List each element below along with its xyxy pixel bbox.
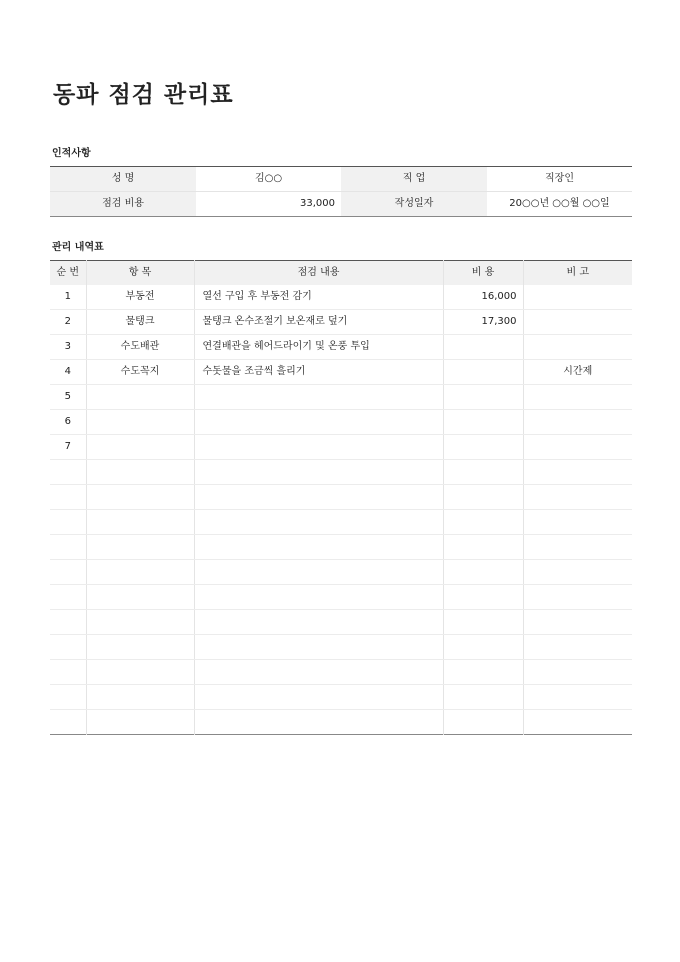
info-row bbox=[50, 192, 632, 217]
row-note bbox=[523, 685, 632, 710]
row-cost bbox=[443, 660, 523, 685]
row-cost bbox=[443, 360, 523, 385]
row-number: 3 bbox=[50, 335, 86, 360]
table-row bbox=[50, 460, 632, 485]
row-number bbox=[50, 710, 86, 735]
row-note bbox=[523, 460, 632, 485]
row-cost bbox=[443, 610, 523, 635]
row-note bbox=[523, 660, 632, 685]
table-row bbox=[50, 610, 632, 635]
row-item bbox=[86, 610, 194, 635]
row-note bbox=[523, 310, 632, 335]
detail-table bbox=[50, 260, 632, 735]
row-cost bbox=[443, 635, 523, 660]
row-number bbox=[50, 485, 86, 510]
date-label: 작성일자 bbox=[341, 192, 487, 217]
row-number bbox=[50, 585, 86, 610]
row-cost bbox=[443, 510, 523, 535]
row-note: 시간제 bbox=[523, 360, 632, 385]
row-content bbox=[194, 710, 443, 735]
table-row bbox=[50, 585, 632, 610]
row-number bbox=[50, 660, 86, 685]
row-note bbox=[523, 510, 632, 535]
name-value: 김○○ bbox=[196, 167, 341, 192]
row-item bbox=[86, 485, 194, 510]
row-cost bbox=[443, 410, 523, 435]
row-note bbox=[523, 710, 632, 735]
table-row bbox=[50, 285, 632, 310]
row-number: 4 bbox=[50, 360, 86, 385]
cost-value: 33,000 bbox=[300, 198, 335, 209]
row-content bbox=[194, 385, 443, 410]
row-item: 물탱크 bbox=[86, 310, 194, 335]
row-content: 열선 구입 후 부동전 감기 bbox=[194, 285, 443, 310]
row-cost bbox=[443, 560, 523, 585]
row-number bbox=[50, 535, 86, 560]
row-note bbox=[523, 435, 632, 460]
row-cost bbox=[443, 435, 523, 460]
row-note bbox=[523, 635, 632, 660]
row-item bbox=[86, 710, 194, 735]
row-cost bbox=[443, 460, 523, 485]
cost-label: 점검 비용 bbox=[50, 192, 196, 217]
detail-header-row bbox=[50, 261, 632, 286]
table-row bbox=[50, 710, 632, 735]
row-item bbox=[86, 660, 194, 685]
table-row bbox=[50, 335, 632, 360]
row-note bbox=[523, 385, 632, 410]
table-row bbox=[50, 360, 632, 385]
table-row bbox=[50, 435, 632, 460]
row-number: 7 bbox=[50, 435, 86, 460]
row-cost bbox=[443, 535, 523, 560]
table-row bbox=[50, 660, 632, 685]
row-item bbox=[86, 510, 194, 535]
header-note: 비 고 bbox=[523, 261, 632, 286]
table-row bbox=[50, 485, 632, 510]
row-item: 부동전 bbox=[86, 285, 194, 310]
date-value: 20○○년 ○○월 ○○일 bbox=[509, 198, 610, 209]
row-cost bbox=[443, 685, 523, 710]
row-number bbox=[50, 685, 86, 710]
job-value: 직장인 bbox=[487, 167, 632, 192]
personal-section-label: 인적사항 bbox=[52, 148, 91, 159]
header-cost: 비 용 bbox=[443, 261, 523, 286]
row-item bbox=[86, 560, 194, 585]
row-content bbox=[194, 660, 443, 685]
row-number bbox=[50, 560, 86, 585]
name-label: 성 명 bbox=[50, 167, 196, 192]
row-content bbox=[194, 410, 443, 435]
row-cost bbox=[443, 335, 523, 360]
header-no: 순 번 bbox=[50, 261, 86, 286]
detail-section-label: 관리 내역표 bbox=[52, 242, 104, 253]
row-item bbox=[86, 460, 194, 485]
row-note bbox=[523, 560, 632, 585]
row-number: 1 bbox=[50, 285, 86, 310]
personal-info-table bbox=[50, 166, 632, 217]
row-cost bbox=[443, 710, 523, 735]
row-item: 수도꼭지 bbox=[86, 360, 194, 385]
row-item bbox=[86, 435, 194, 460]
table-row bbox=[50, 385, 632, 410]
row-content bbox=[194, 585, 443, 610]
row-cost: 16,000 bbox=[443, 285, 523, 310]
row-item bbox=[86, 535, 194, 560]
header-content: 점검 내용 bbox=[194, 261, 443, 286]
table-row bbox=[50, 685, 632, 710]
row-number: 5 bbox=[50, 385, 86, 410]
row-content bbox=[194, 435, 443, 460]
row-content bbox=[194, 460, 443, 485]
row-note bbox=[523, 585, 632, 610]
row-content bbox=[194, 510, 443, 535]
row-content bbox=[194, 485, 443, 510]
row-content bbox=[194, 560, 443, 585]
row-note bbox=[523, 535, 632, 560]
row-number bbox=[50, 610, 86, 635]
row-cost bbox=[443, 385, 523, 410]
table-row bbox=[50, 310, 632, 335]
row-content bbox=[194, 635, 443, 660]
row-cost: 17,300 bbox=[443, 310, 523, 335]
row-item bbox=[86, 685, 194, 710]
table-row bbox=[50, 560, 632, 585]
row-note bbox=[523, 610, 632, 635]
row-number bbox=[50, 510, 86, 535]
row-number bbox=[50, 460, 86, 485]
row-number bbox=[50, 635, 86, 660]
header-item: 항 목 bbox=[86, 261, 194, 286]
row-note bbox=[523, 335, 632, 360]
row-item bbox=[86, 385, 194, 410]
row-content bbox=[194, 685, 443, 710]
row-number: 2 bbox=[50, 310, 86, 335]
row-content: 연결배관을 헤어드라이기 및 온풍 투입 bbox=[194, 335, 443, 360]
row-item bbox=[86, 635, 194, 660]
row-content bbox=[194, 610, 443, 635]
row-content: 물탱크 온수조절기 보온재로 덮기 bbox=[194, 310, 443, 335]
row-note bbox=[523, 285, 632, 310]
job-label: 직 업 bbox=[341, 167, 487, 192]
row-content: 수돗물을 조금씩 흘리기 bbox=[194, 360, 443, 385]
row-item: 수도배관 bbox=[86, 335, 194, 360]
page-title: 동파 점검 관리표 bbox=[53, 82, 234, 108]
info-row bbox=[50, 167, 632, 192]
row-content bbox=[194, 535, 443, 560]
table-row bbox=[50, 635, 632, 660]
row-cost bbox=[443, 585, 523, 610]
table-row bbox=[50, 410, 632, 435]
row-note bbox=[523, 410, 632, 435]
row-number: 6 bbox=[50, 410, 86, 435]
table-row bbox=[50, 510, 632, 535]
row-item bbox=[86, 585, 194, 610]
row-cost bbox=[443, 485, 523, 510]
table-row bbox=[50, 535, 632, 560]
row-note bbox=[523, 485, 632, 510]
row-item bbox=[86, 410, 194, 435]
